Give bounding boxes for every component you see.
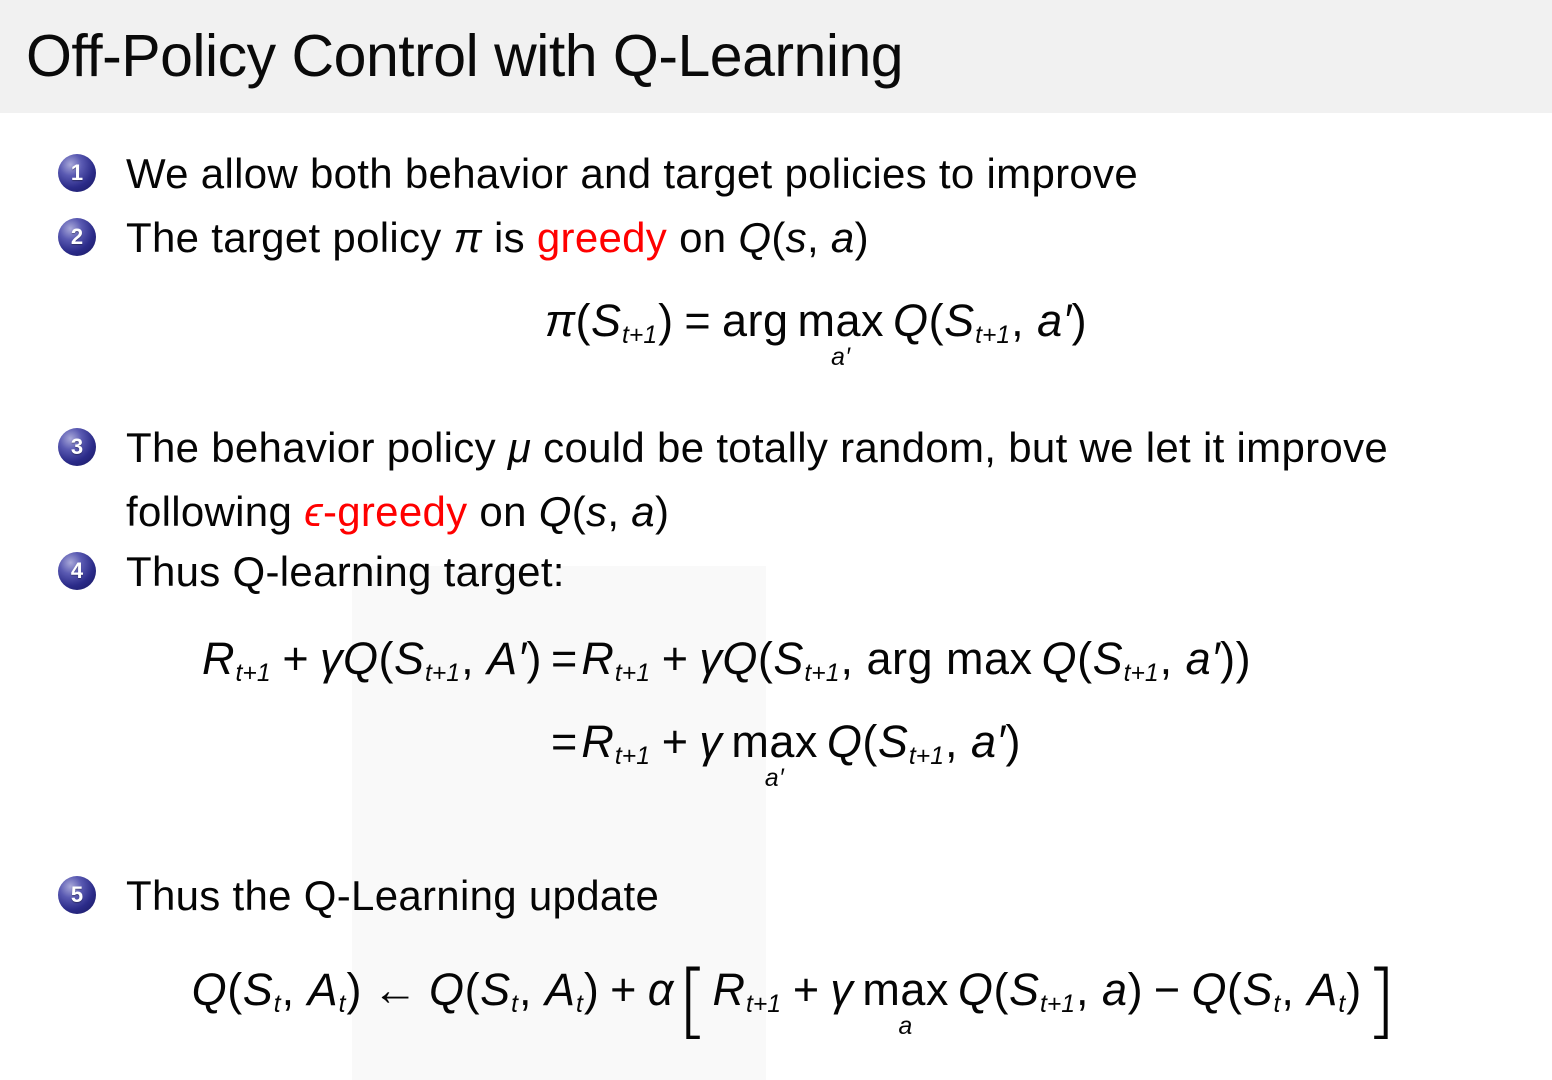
bullet-number-3: 3 <box>58 428 96 466</box>
bullet-number-2: 2 <box>58 218 96 256</box>
list-item-5 <box>58 864 659 928</box>
list-item-4 <box>58 540 565 604</box>
q-target-equation <box>202 632 1252 792</box>
item-1-text: We allow both behavior and target policies to improve <box>126 150 1139 197</box>
q-update-equation: Q(St, At) ← Q(St, At) + α[Rt+1 + γ max a Q(St+1, a) − Q(St, At)] <box>191 953 1398 1048</box>
list-item-1 <box>58 142 1138 206</box>
slide-title: Off-Policy Control with Q-Learning <box>26 23 904 89</box>
bullet-number-1: 1 <box>58 154 96 192</box>
target-policy-equation: π(St+1) = arg max a′ Q(St+1, a′) <box>544 295 1088 371</box>
item-2-text: The target policy π is greedy on Q(s, a) <box>126 214 869 261</box>
q-target-rhs-line1: =Rt+1 + γQ(St+1, arg max Q(St+1, a′)) <box>551 633 1252 687</box>
q-target-lhs: Rt+1 + γQ(St+1, A′) <box>202 633 543 687</box>
item-5-text: Thus the Q-Learning update <box>126 872 660 919</box>
item-3-text: The behavior policy μ could be totally random, but we let it improve following ϵ-greedy on Q(s, a) <box>126 424 1389 535</box>
q-target-lhs-empty <box>202 715 551 772</box>
bullet-number-5: 5 <box>58 876 96 914</box>
item-4-text: Thus Q-learning target: <box>126 548 565 595</box>
list-item-3 <box>58 416 1388 544</box>
list-item-2 <box>58 206 869 270</box>
q-target-rhs-line2: =Rt+1 + γ max a′ Q(St+1, a′) <box>551 715 1021 792</box>
title-banner <box>0 0 1552 113</box>
bullet-number-4: 4 <box>58 552 96 590</box>
